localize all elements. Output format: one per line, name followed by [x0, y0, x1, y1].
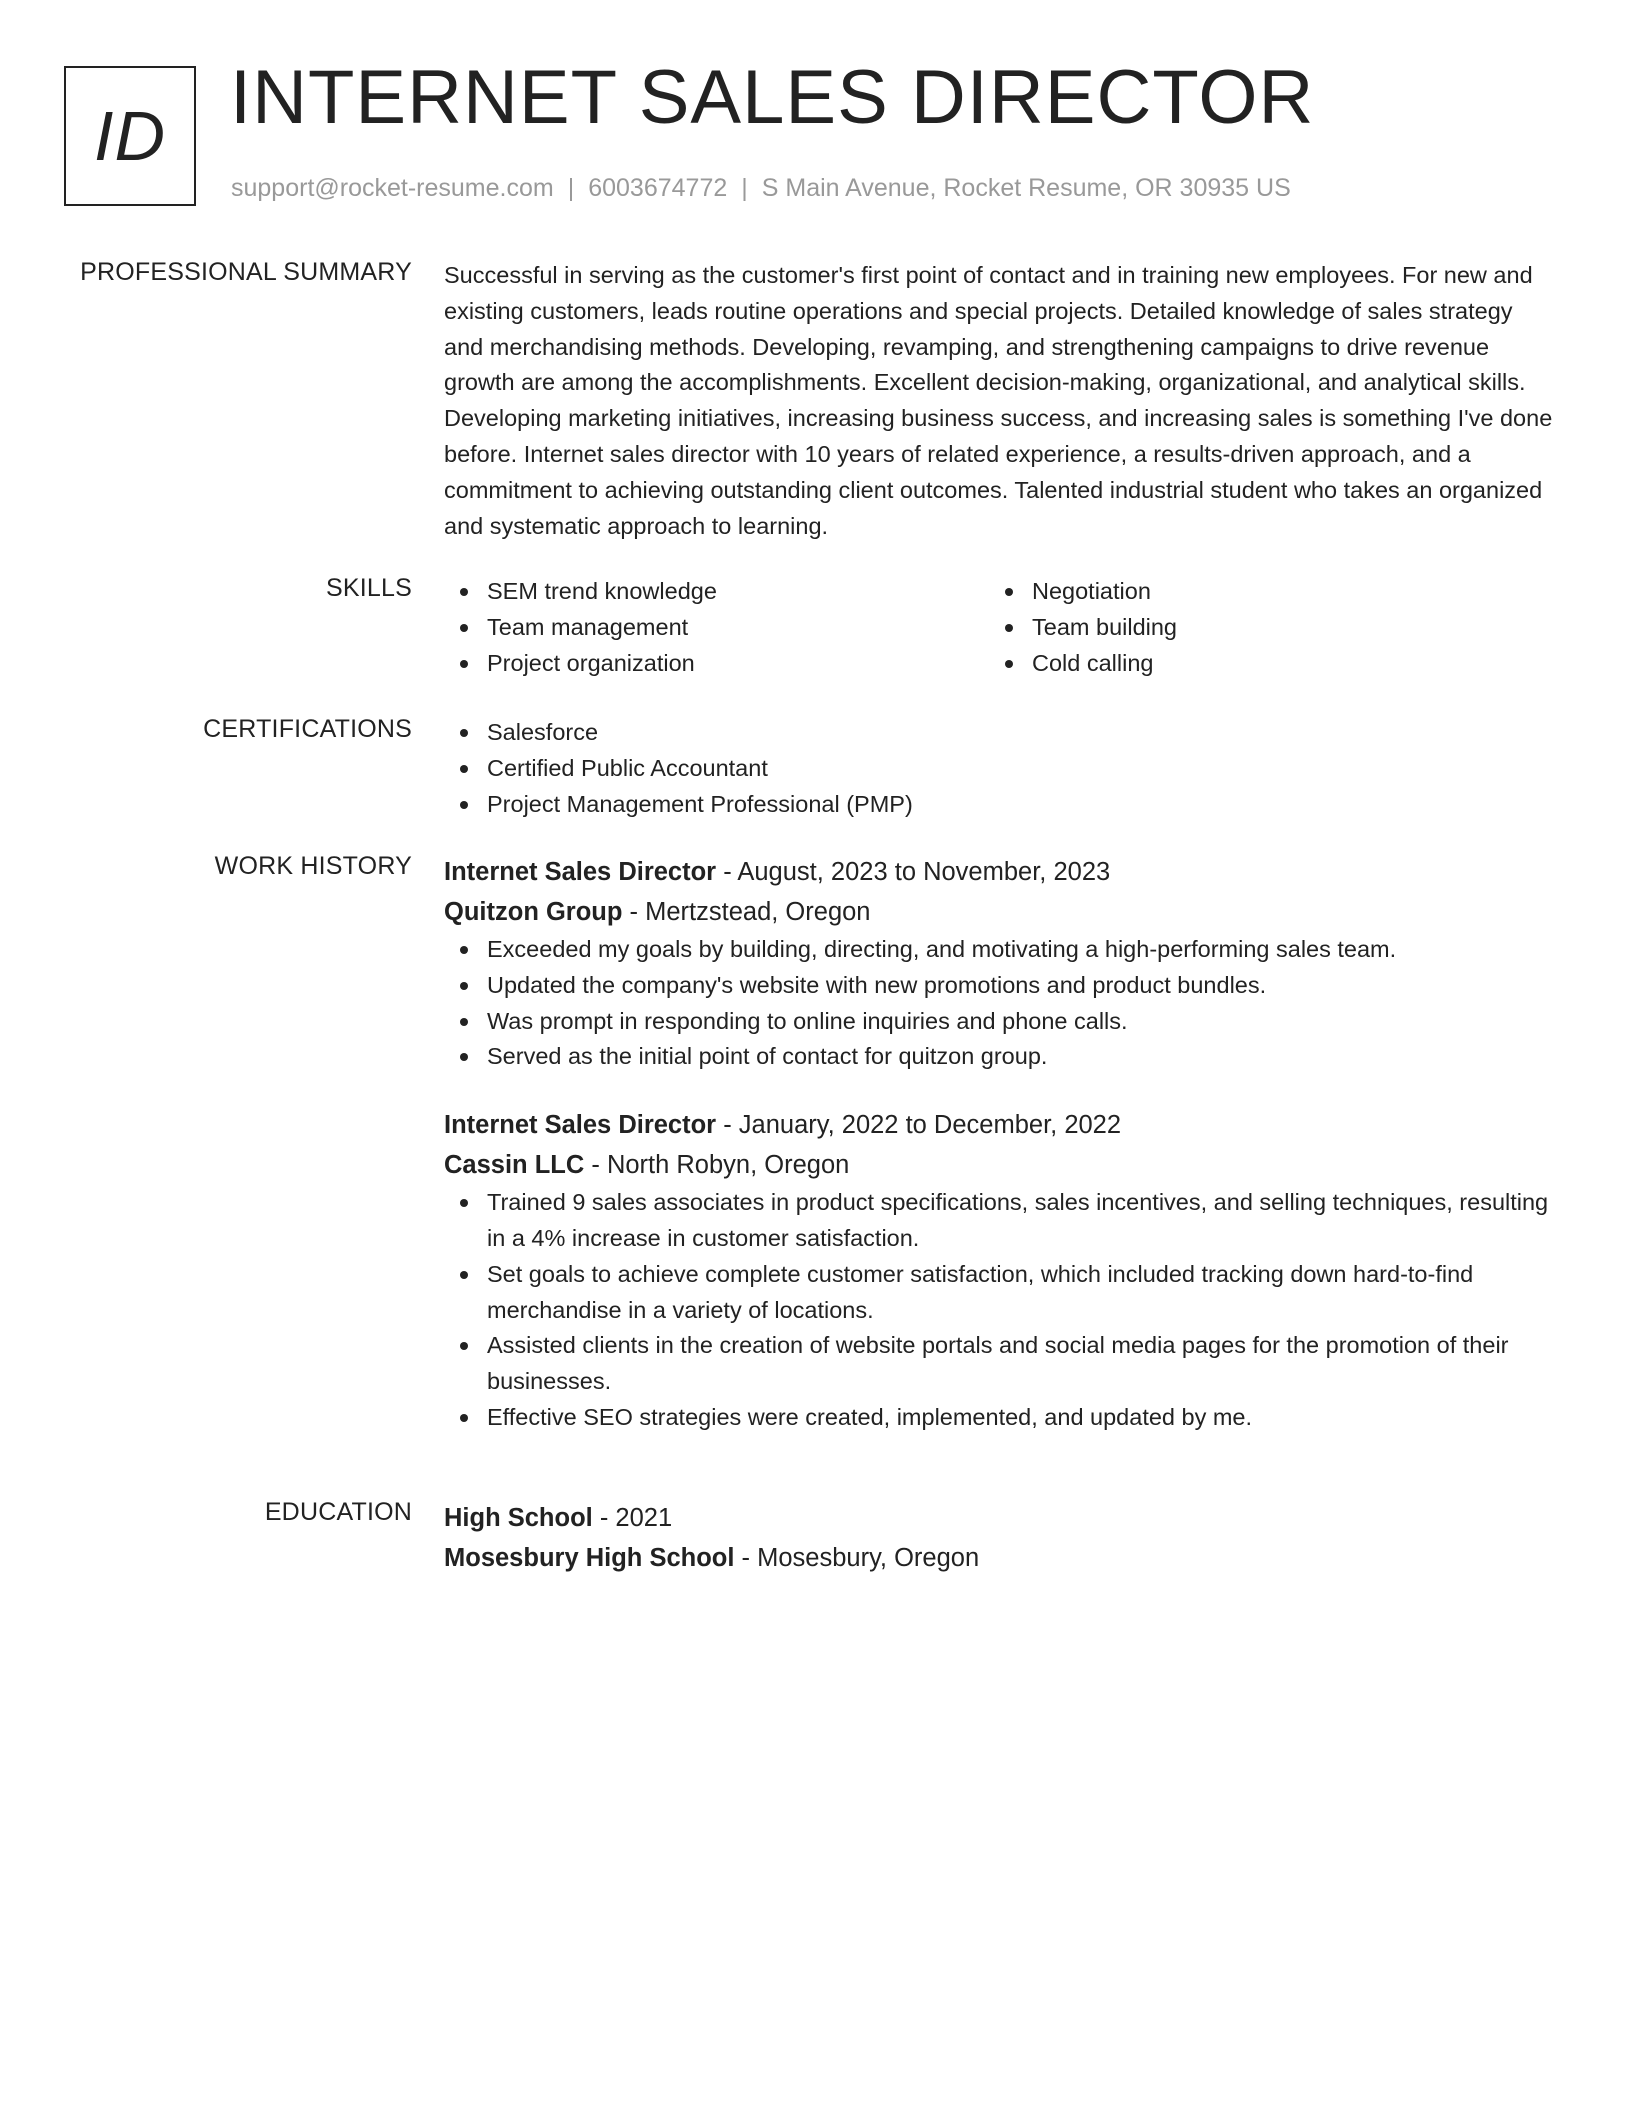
bullet-icon: [460, 982, 468, 990]
section-label-certifications: CERTIFICATIONS: [203, 715, 412, 743]
skill-text: Team management: [487, 613, 689, 640]
education-body: [444, 1498, 1554, 1578]
job-title-line: [444, 852, 1554, 892]
job-bullet-text: Effective SEO strategies were created, implemented, and updated by me.: [487, 1403, 1253, 1430]
bullet-icon: [460, 765, 468, 773]
list-item: [444, 968, 1554, 1004]
job-bullet-text: Updated the company's website with new promotions and product bundles.: [487, 971, 1267, 998]
certification-text: Project Management Professional (PMP): [487, 790, 913, 817]
list-item: [444, 646, 989, 682]
job-company-line: [444, 892, 1554, 932]
education-location: - Mosesbury, Oregon: [734, 1544, 980, 1572]
job-location: - Mertzstead, Oregon: [622, 898, 871, 926]
skills-body: [444, 574, 1554, 681]
job-bullets: [444, 932, 1554, 1075]
contact-email: support@rocket-resume.com: [231, 174, 554, 202]
bullet-icon: [460, 1414, 468, 1422]
education-school: Mosesbury High School: [444, 1544, 735, 1572]
job-bullet-text: Served as the initial point of contact for quitzon group.: [487, 1043, 1048, 1070]
job-title: Internet Sales Director: [444, 858, 717, 886]
section-label-work-history: WORK HISTORY: [214, 852, 412, 880]
list-item: [444, 751, 1554, 787]
list-item: [444, 715, 1554, 751]
skill-text: Team building: [1032, 613, 1178, 640]
bullet-icon: [1005, 588, 1013, 596]
job-dates: - January, 2022 to December, 2022: [716, 1111, 1122, 1140]
list-item: [444, 574, 989, 610]
list-item: [444, 787, 1554, 823]
contact-address: S Main Avenue, Rocket Resume, OR 30935 US: [761, 174, 1291, 202]
bullet-icon: [460, 729, 468, 737]
certification-text: Certified Public Accountant: [487, 754, 768, 781]
bullet-icon: [1005, 624, 1013, 632]
list-item: [444, 1185, 1554, 1257]
list-item: [989, 574, 1534, 610]
work-history-body: [444, 852, 1554, 1436]
job-bullet-text: Assisted clients in the creation of website portals and social media pages for the promotion of their businesses.: [487, 1332, 1509, 1395]
education-degree-line: [444, 1498, 1554, 1538]
section-label-skills: SKILLS: [326, 574, 412, 602]
bullet-icon: [460, 624, 468, 632]
list-item: [989, 646, 1534, 682]
job-bullet-text: Was prompt in responding to online inquiries and phone calls.: [487, 1007, 1128, 1034]
bullet-icon: [460, 1342, 468, 1350]
job-company-line: [444, 1145, 1554, 1185]
list-item: [989, 610, 1534, 646]
contact-phone: 6003674772: [588, 174, 728, 202]
bullet-icon: [460, 946, 468, 954]
skills-list-left: [444, 574, 989, 681]
monogram-badge: ID: [64, 66, 196, 206]
contact-separator: |: [567, 174, 575, 202]
skill-text: Project organization: [487, 649, 695, 676]
job-title: Internet Sales Director: [444, 1111, 717, 1140]
skills-list-right: [989, 574, 1534, 681]
job-bullets: [444, 1185, 1554, 1436]
bullet-icon: [460, 1053, 468, 1061]
skill-text: SEM trend knowledge: [487, 578, 717, 604]
list-item: [444, 1257, 1554, 1329]
job-bullet-text: Exceeded my goals by building, directing, and motivating a high-performing sales team.: [487, 936, 1397, 962]
resume-title: INTERNET SALES DIRECTOR: [230, 55, 1315, 140]
list-item: [444, 1328, 1554, 1400]
bullet-icon: [460, 801, 468, 809]
bullet-icon: [460, 1199, 468, 1207]
list-item: [444, 1400, 1554, 1436]
summary-body: [444, 258, 1554, 544]
bullet-icon: [1005, 660, 1013, 668]
education-degree: High School: [444, 1504, 593, 1532]
summary-text: Successful in serving as the customer's first point of contact and in training new employees. For new and existing customers, leads routine operations and special projects. Detailed knowledge of sales strategy and merchandising methods. Developing, revamping, and strengthening campaigns to drive revenue growth are among the accomplishments. Excellent decision-making, organizational, and analytical skills. Developing marketing initiatives, increasing business success, and increasing sales is something I've done before. Internet sales director with 10 years of related experience, a results-driven approach, and a commitment to achieving outstanding client outcomes. Talented industrial student who takes an organized and systematic approach to learning.: [444, 262, 1553, 539]
list-item: [444, 1039, 1554, 1075]
job-company: Quitzon Group: [444, 898, 623, 926]
education-school-line: [444, 1538, 1554, 1578]
job-bullet-text: Trained 9 sales associates in product specifications, sales incentives, and selling techniques, resulting in a 4% increase in customer satisfaction.: [487, 1189, 1549, 1251]
list-item: [444, 932, 1554, 968]
list-item: [444, 610, 989, 646]
job-location: - North Robyn, Oregon: [584, 1151, 850, 1180]
certifications-body: [444, 715, 1554, 822]
skill-text: Negotiation: [1032, 578, 1151, 604]
contact-line: [231, 174, 1291, 203]
job-company: Cassin LLC: [444, 1151, 585, 1180]
contact-separator: |: [741, 174, 748, 202]
list-item: [444, 1004, 1554, 1040]
bullet-icon: [460, 660, 468, 668]
bullet-icon: [460, 588, 468, 596]
job-title-line: [444, 1105, 1554, 1145]
job-entry: [444, 852, 1554, 1075]
job-entry: [444, 1105, 1554, 1436]
certifications-list: [444, 715, 1554, 822]
bullet-icon: [460, 1018, 468, 1026]
bullet-icon: [460, 1271, 468, 1279]
skill-text: Cold calling: [1032, 649, 1154, 676]
job-bullet-text: Set goals to achieve complete customer satisfaction, which included tracking down hard-to-find merchandise in a variety of locations.: [487, 1260, 1474, 1323]
certification-text: Salesforce: [487, 719, 599, 745]
section-label-summary: PROFESSIONAL SUMMARY: [80, 258, 412, 286]
job-dates: - August, 2023 to November, 2023: [716, 858, 1111, 886]
section-label-education: EDUCATION: [264, 1498, 412, 1526]
education-year: - 2021: [592, 1504, 673, 1532]
